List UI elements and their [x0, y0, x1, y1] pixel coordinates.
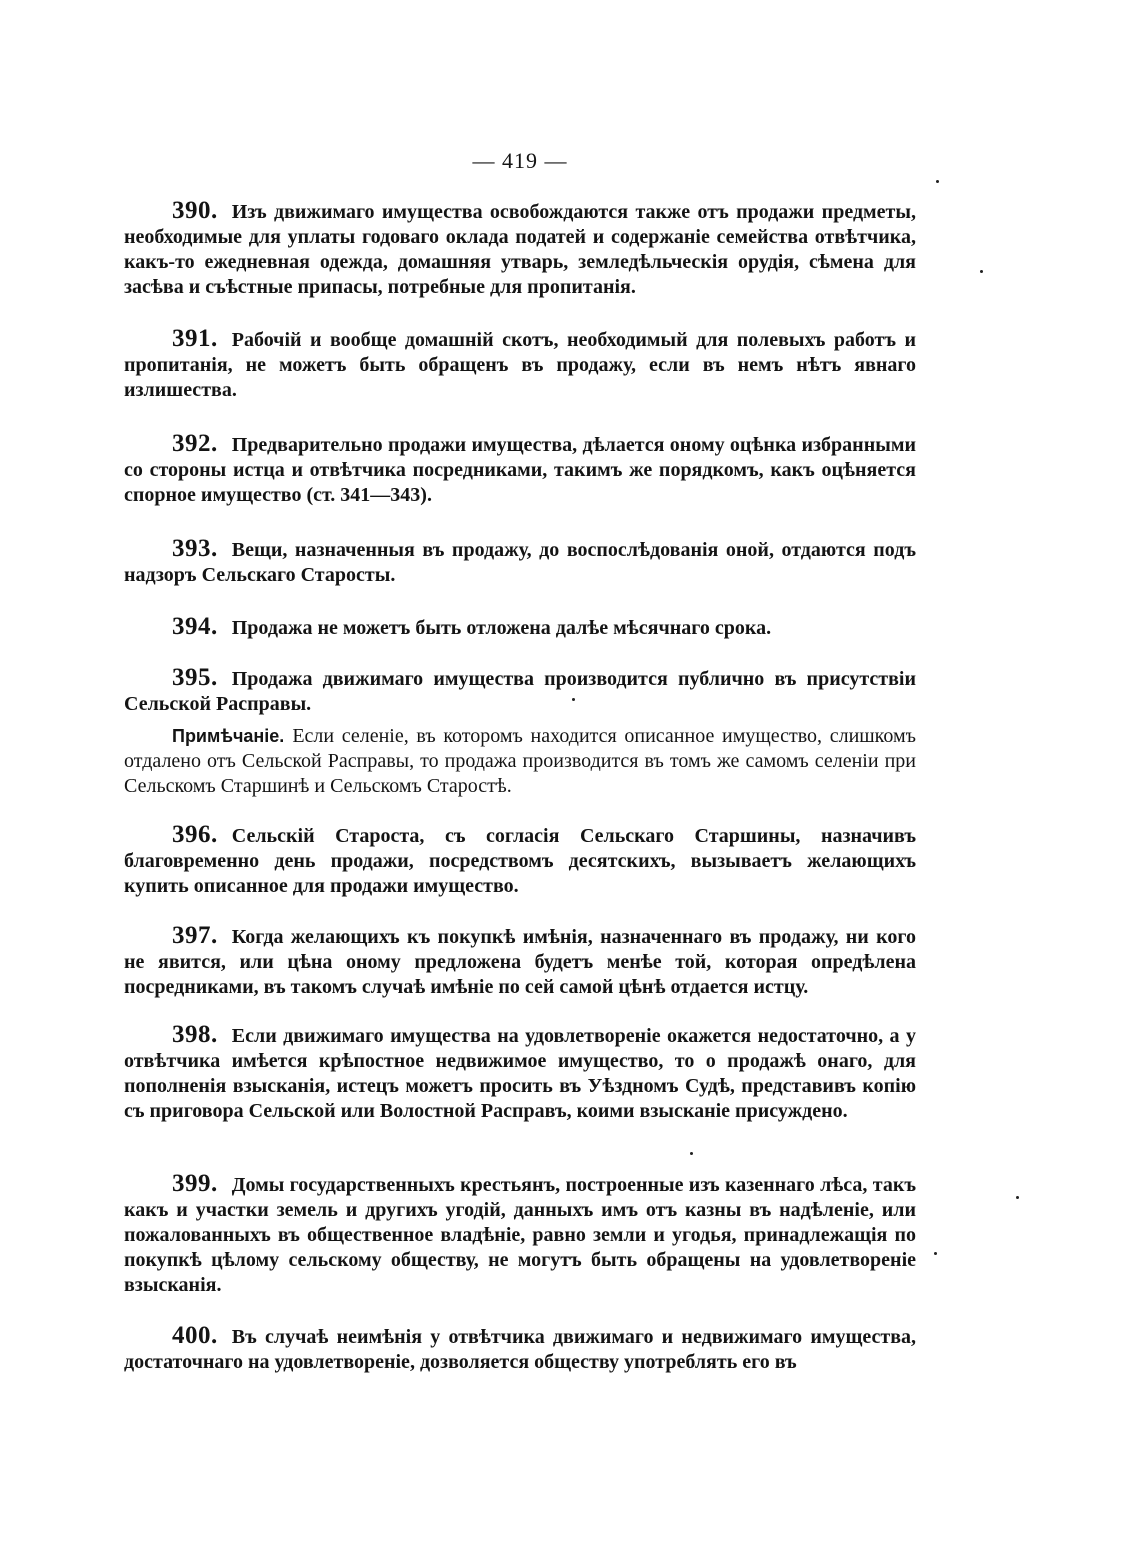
article-number: 391.	[172, 325, 218, 352]
article-393	[124, 536, 916, 588]
article-text: Вещи, назначенныя въ продажу, до воспослѣдованія оной, отдаются подъ надзоръ Сельскаго Старосты.	[124, 539, 916, 586]
article-400	[124, 1323, 916, 1375]
article-399	[124, 1171, 916, 1298]
article-number: 399.	[172, 1170, 218, 1197]
article-text: Изъ движимаго имущества освобождаются также отъ продажи предметы, необходимые для уплаты годоваго оклада податей и содержаніе семейства отвѣтчика, какъ-то ежедневная одежда, домашняя утварь, земледѣльческія орудія, сѣмена для засѣва и съѣстные припасы, потребные для пропитанія.	[124, 201, 916, 298]
article-395	[124, 665, 916, 717]
article-text: Предварительно продажи имущества, дѣлается оному оцѣнка избранными со стороны истца и отвѣтчика посредниками, такимъ же порядкомъ, какъ оцѣняется спорное имущество (ст. 341—343).	[124, 434, 916, 506]
article-number: 392.	[172, 430, 218, 457]
article-text: Домы государственныхъ крестьянъ, построенные изъ казеннаго лѣса, такъ какъ и участки земель и другихъ угодій, данныхъ имъ отъ казны въ надѣленіе, или пожалованныхъ въ общественное владѣніе, равно земли и угодья, принадлежащія по покупкѣ цѣлому сельскому обществу, не могутъ быть обращены на удовлетвореніе взысканія.	[124, 1174, 916, 1296]
scan-speck	[1016, 1196, 1019, 1199]
article-text: Рабочій и вообще домашній скотъ, необходимый для полевыхъ работъ и пропитанія, не можетъ быть обращенъ въ продажу, если въ немъ нѣтъ явнаго излишества.	[124, 329, 916, 401]
note-label: Примѣчаніе.	[172, 726, 285, 746]
article-text: Сельскій Староста, съ согласія Сельскаго Старшины, назначивъ благовременно день продажи, посредствомъ десятскихъ, вызываетъ желающихъ купить описанное для продажи имущество.	[124, 825, 916, 897]
article-number: 400.	[172, 1322, 218, 1349]
article-text: Продажа движимаго имущества производится публично въ присутствіи Сельской Расправы.	[124, 668, 916, 715]
scan-speck	[980, 270, 983, 273]
scan-speck	[936, 180, 939, 183]
article-number: 397.	[172, 922, 218, 949]
page-number: — 419 —	[472, 148, 568, 173]
note-text: Если селеніе, въ которомъ находится описанное имущество, слишкомъ отдалено отъ Сельской Расправы, то продажа производится въ томъ же самомъ селеніи при Сельскомъ Старшинѣ и Сельскомъ Старостѣ.	[124, 725, 916, 797]
article-number: 394.	[172, 613, 218, 640]
article-number: 395.	[172, 664, 218, 691]
article-number: 390.	[172, 197, 218, 224]
article-text: Продажа не можетъ быть отложена далѣе мѣсячнаго срока.	[231, 617, 772, 639]
article-number: 396.	[172, 821, 218, 848]
scan-speck	[572, 698, 575, 701]
article-text: Въ случаѣ неимѣнія у отвѣтчика движимаго и недвижимаго имущества, достаточнаго на удовлетвореніе, дозволяется обществу употреблять его въ	[124, 1326, 916, 1373]
article-394	[124, 614, 916, 641]
scan-speck	[690, 1152, 693, 1155]
article-text: Когда желающихъ къ покупкѣ имѣнія, назначеннаго въ продажу, ни кого не явится, или цѣна оному предложена будетъ менѣе той, которая опредѣлена посредниками, въ такомъ случаѣ имѣніе по сей самой цѣнѣ отдается истцу.	[124, 926, 916, 998]
article-390	[124, 198, 916, 300]
article-392	[124, 431, 916, 508]
article-number: 398.	[172, 1021, 218, 1048]
article-text: Если движимаго имущества на удовлетвореніе окажется недостаточно, а у отвѣтчика имѣется крѣпостное недвижимое имущество, то о продажѣ онаго, для пополненія взысканія, истецъ можетъ просить въ Уѣздномъ Судѣ, представивъ копію съ приговора Сельской или Волостной Расправъ, коими взысканіе присуждено.	[124, 1025, 916, 1122]
article-398	[124, 1022, 916, 1124]
article-396	[124, 822, 916, 899]
article-397	[124, 923, 916, 1000]
article-number: 393.	[172, 535, 218, 562]
note-block	[124, 724, 916, 799]
scan-speck	[934, 1252, 937, 1255]
article-391	[124, 326, 916, 403]
